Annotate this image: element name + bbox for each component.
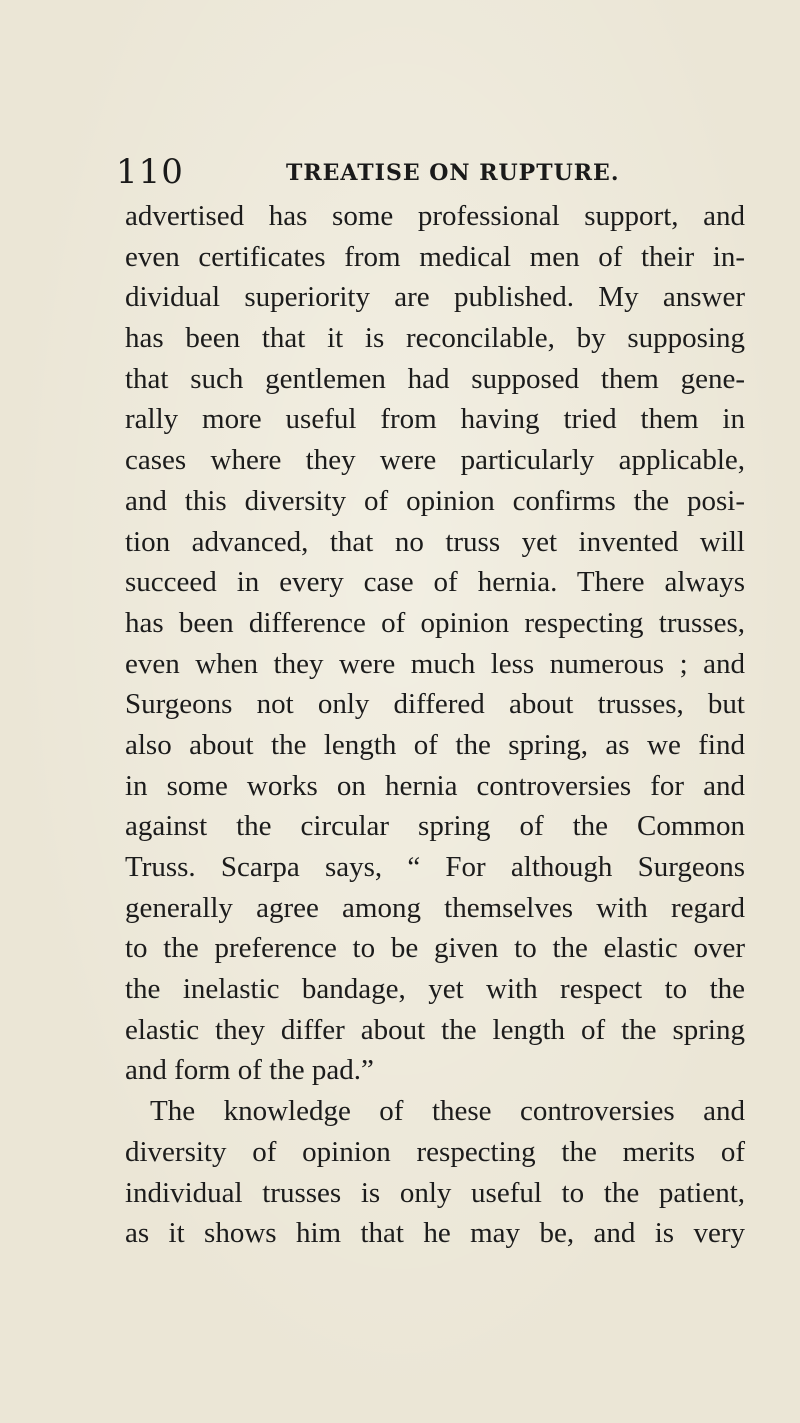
text-line: rally more useful from having tried them in <box>125 403 745 436</box>
text-line: has been that it is reconcilable, by supposing <box>125 322 745 355</box>
text-line: even certificates from medical men of their in- <box>125 240 745 273</box>
text-line: the inelastic bandage, yet with respect to the <box>125 973 745 1006</box>
text-line: generally agree among themselves with regard <box>125 891 745 924</box>
text-line: Surgeons not only differed about trusses, but <box>125 688 745 721</box>
text-line: dividual superiority are published. My answer <box>125 281 745 314</box>
text-line: tion advanced, that no truss yet invented will <box>125 525 745 558</box>
text-line: and form of the pad.” <box>125 1054 374 1087</box>
text-line: in some works on hernia controversies for and <box>125 769 745 802</box>
body-text <box>125 196 745 1254</box>
page-number: 110 <box>116 152 184 192</box>
text-line: that such gentlemen had supposed them gene- <box>125 362 745 395</box>
text-line: individual trusses is only useful to the patient, <box>125 1176 745 1209</box>
text-line: cases where they were particularly applicable, <box>125 444 745 477</box>
text-line: advertised has some professional support, and <box>125 200 745 232</box>
text-line: has been difference of opinion respecting trusses, <box>125 606 745 639</box>
text-line: even when they were much less numerous ; and <box>125 647 745 680</box>
text-line: also about the length of the spring, as we find <box>125 728 745 761</box>
text-line: The knowledge of these controversies and <box>150 1095 745 1128</box>
text-line: Truss. Scarpa says, “ For although Surgeons <box>125 851 745 883</box>
text-line: to the preference to be given to the elastic over <box>125 932 745 965</box>
text-line: diversity of opinion respecting the merits of <box>125 1135 745 1168</box>
text-line: elastic they differ about the length of the spring <box>125 1013 745 1046</box>
running-head: TREATISE ON RUPTURE. <box>286 160 620 186</box>
text-line: and this diversity of opinion confirms the posi- <box>125 484 745 517</box>
text-line: succeed in every case of hernia. There always <box>125 566 745 599</box>
text-line: against the circular spring of the Common <box>125 810 745 843</box>
page-header <box>116 152 756 202</box>
text-line: as it shows him that he may be, and is very <box>125 1217 745 1250</box>
